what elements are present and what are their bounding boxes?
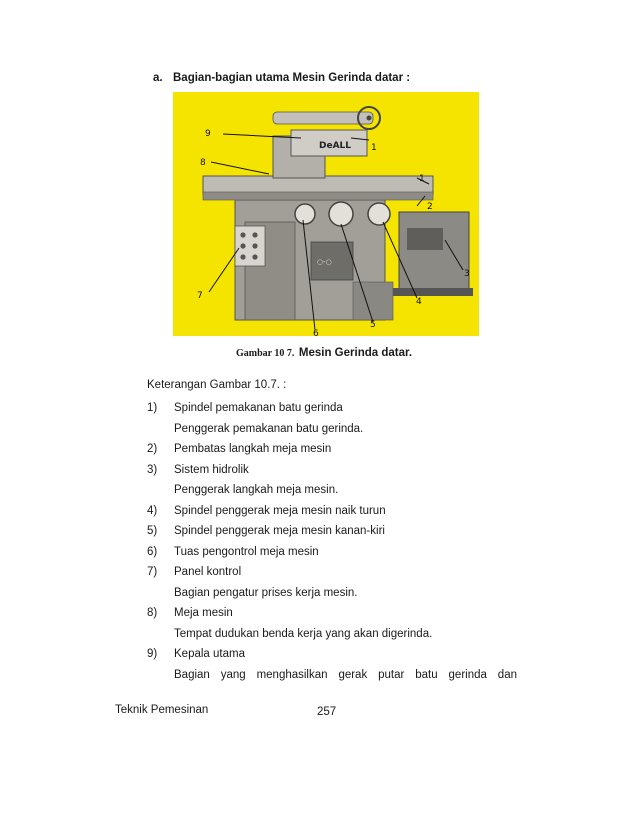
item-number: 1) <box>147 402 158 414</box>
item-description: Bagian pengatur prises kerja mesin. <box>174 586 358 599</box>
item-label: Spindel penggerak meja mesin kanan-kiri <box>174 525 385 537</box>
table-rail <box>203 192 433 200</box>
handwheel-left <box>295 204 315 224</box>
figure-caption <box>236 343 412 361</box>
item-number: 4) <box>147 504 158 517</box>
control-panel <box>235 226 265 266</box>
section-letter: a. <box>153 72 163 84</box>
callout-1a: 1 <box>371 143 377 153</box>
machine-table <box>203 176 433 194</box>
item-label: Spindel penggerak meja mesin naik turun <box>174 504 386 517</box>
item-number: 2) <box>147 443 158 455</box>
callout-7: 7 <box>197 291 203 301</box>
callout-5: 5 <box>370 320 376 330</box>
list-item <box>147 460 517 481</box>
item-label: Spindel pemakanan batu gerinda <box>174 402 343 414</box>
item-number: 7) <box>147 566 158 578</box>
callout-8: 8 <box>200 158 206 168</box>
handwheel-mid <box>329 202 353 226</box>
legend-title: Keterangan Gambar 10.7. : <box>147 379 287 391</box>
item-label: Kepala utama <box>174 648 245 660</box>
list-item <box>147 521 517 542</box>
list-item <box>147 542 517 563</box>
item-number: 8) <box>147 607 158 619</box>
hydraulic-base <box>393 288 473 296</box>
item-number: 9) <box>147 648 158 660</box>
list-item <box>147 398 517 419</box>
callout-4: 4 <box>416 297 422 307</box>
handwheel-right <box>368 203 390 225</box>
brand-label: DeALL <box>319 141 352 151</box>
footer-book-title: Teknik Pemesinan <box>115 704 209 716</box>
item-label: Pembatas langkah meja mesin <box>174 443 332 455</box>
item-label: Meja mesin <box>174 607 233 619</box>
caption-label: Gambar 10 7. <box>236 348 295 359</box>
item-label: Sistem hidrolik <box>174 463 249 476</box>
callout-9: 9 <box>205 129 211 139</box>
list-item <box>147 501 517 522</box>
item-description: Penggerak langkah meja mesin. <box>174 484 339 496</box>
surface-grinder-figure <box>173 92 479 336</box>
hydraulic-unit <box>399 212 469 290</box>
callout-3: 3 <box>464 269 470 279</box>
section-heading <box>153 72 410 84</box>
callout-2: 2 <box>427 202 433 212</box>
item-label: Panel kontrol <box>174 566 242 578</box>
legend-list <box>147 398 517 685</box>
section-title: Bagian-bagian utama Mesin Gerinda datar : <box>173 72 411 84</box>
hydraulic-window <box>407 228 443 250</box>
item-number: 3) <box>147 463 158 476</box>
caption-title: Mesin Gerinda datar. <box>298 347 413 359</box>
item-description: Bagian yang menghasilkan gerak putar batu gerinda dan <box>174 668 517 681</box>
base-right-block <box>353 282 393 320</box>
callout-6: 6 <box>313 329 319 336</box>
callout-1b: 1 <box>419 174 425 184</box>
item-description: Penggerak pemakanan batu gerinda. <box>174 422 364 435</box>
list-item <box>147 439 517 460</box>
item-number: 6) <box>147 545 158 558</box>
page-number: 257 <box>317 706 337 718</box>
svg-text:○-○: ○-○ <box>317 258 332 266</box>
item-description: Tempat dudukan benda kerja yang akan digerinda. <box>174 627 433 640</box>
list-item <box>147 562 517 583</box>
list-item <box>147 644 517 665</box>
item-label: Tuas pengontrol meja mesin <box>174 545 319 558</box>
list-item <box>147 603 517 624</box>
item-number: 5) <box>147 525 158 537</box>
